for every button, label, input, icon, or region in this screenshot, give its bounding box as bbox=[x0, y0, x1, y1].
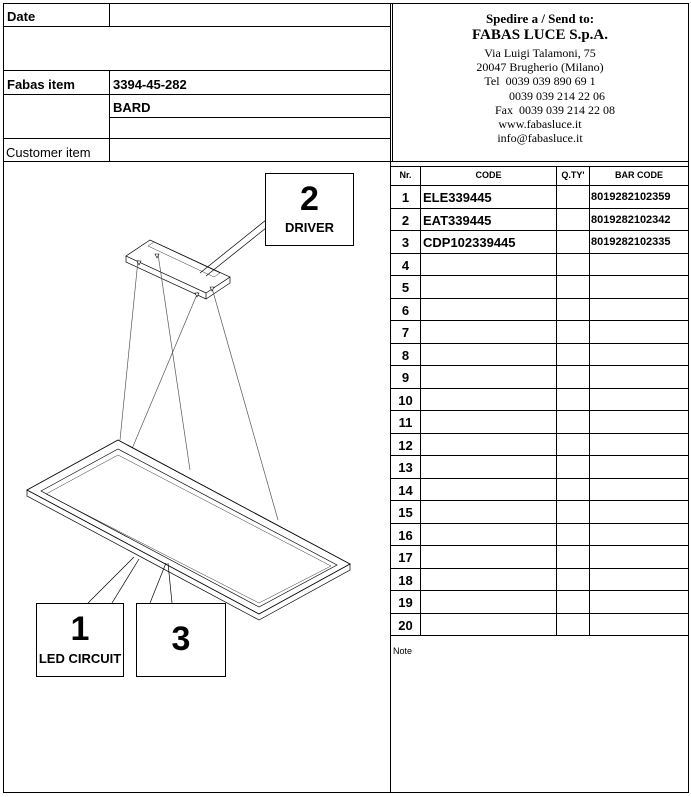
driver-callout bbox=[265, 173, 354, 246]
phone-1: Tel 0039 039 890 69 1 bbox=[484, 74, 596, 88]
table-row-nr: 19 bbox=[398, 595, 413, 610]
table-row-nr: 8 bbox=[401, 347, 410, 363]
led-leader bbox=[88, 557, 134, 603]
send-to-heading: Spedire a / Send to: bbox=[485, 11, 595, 26]
table-row-code: EAT339445 bbox=[423, 212, 492, 228]
table-row-nr: 3 bbox=[401, 235, 410, 250]
table-row-code: CDP102339445 bbox=[423, 235, 516, 250]
table-row-nr: 17 bbox=[398, 550, 413, 565]
fabas-item-code: 3394-45-282 bbox=[113, 77, 187, 92]
table-row-nr: 13 bbox=[398, 460, 413, 475]
part-3-callout bbox=[136, 603, 226, 677]
table-row-nr: 12 bbox=[398, 437, 413, 453]
customer-item-label: Customer item bbox=[6, 145, 91, 160]
table-row-nr: 5 bbox=[401, 280, 410, 295]
driver-leader bbox=[206, 228, 266, 276]
cable bbox=[212, 288, 278, 520]
col-header-barcode: BAR CODE bbox=[614, 170, 663, 180]
cable bbox=[120, 260, 138, 440]
date-label: Date bbox=[7, 9, 36, 24]
table-row-nr: 7 bbox=[401, 325, 410, 340]
led-callout-label: LED CIRCUIT bbox=[38, 651, 122, 666]
table-row-nr: 18 bbox=[398, 572, 413, 588]
table-row-nr: 6 bbox=[401, 302, 410, 318]
table-row-barcode: 8019282102359 bbox=[591, 191, 671, 203]
table-row-barcode: 8019282102342 bbox=[591, 213, 671, 226]
cable bbox=[158, 254, 190, 470]
table-row-nr: 10 bbox=[398, 392, 413, 408]
driver-leader bbox=[200, 220, 266, 273]
table-row-nr: 11 bbox=[398, 415, 413, 430]
table-row-nr: 15 bbox=[398, 505, 413, 520]
led-circuit-callout bbox=[36, 603, 124, 677]
part-3-callout-number: 3 bbox=[171, 620, 191, 658]
table-row-barcode: 8019282102335 bbox=[591, 236, 671, 248]
col-header-nr: Nr. bbox=[399, 170, 412, 180]
fax-number: Fax 0039 039 214 22 08 bbox=[495, 103, 615, 117]
canopy-screw bbox=[195, 293, 199, 297]
frame-outer bbox=[27, 440, 350, 614]
website-link[interactable]: www.fabasluce.it bbox=[498, 117, 582, 131]
driver-callout-label: DRIVER bbox=[284, 220, 335, 235]
note-label: Note bbox=[393, 646, 413, 656]
col-header-code: CODE bbox=[475, 170, 502, 180]
table-row-nr: 1 bbox=[401, 190, 410, 205]
email-link[interactable]: info@fabasluce.it bbox=[497, 131, 583, 145]
led-callout-number: 1 bbox=[70, 610, 90, 648]
table-row-nr: 2 bbox=[401, 212, 410, 228]
table-row-nr: 14 bbox=[398, 482, 413, 498]
company-name: FABAS LUCE S.p.A. bbox=[471, 27, 608, 43]
third-leader bbox=[150, 563, 166, 603]
col-header-qty: Q.TY' bbox=[561, 170, 585, 180]
canopy-top bbox=[126, 240, 230, 293]
third-leader bbox=[168, 563, 172, 603]
fabas-item-label: Fabas item bbox=[7, 77, 75, 92]
table-row-nr: 20 bbox=[398, 617, 413, 633]
address-city: 20047 Brugherio (Milano) bbox=[476, 60, 604, 74]
driver-callout-number: 2 bbox=[300, 180, 319, 218]
table-row-nr: 16 bbox=[398, 527, 413, 543]
fabas-item-name: BARD bbox=[113, 100, 151, 115]
address-street: Via Luigi Talamoni, 75 bbox=[484, 46, 596, 60]
table-row-nr: 4 bbox=[401, 257, 410, 273]
table-row-code: ELE339445 bbox=[423, 190, 492, 205]
table-row-nr: 9 bbox=[401, 370, 410, 385]
phone-2: 0039 039 214 22 06 bbox=[509, 89, 605, 103]
